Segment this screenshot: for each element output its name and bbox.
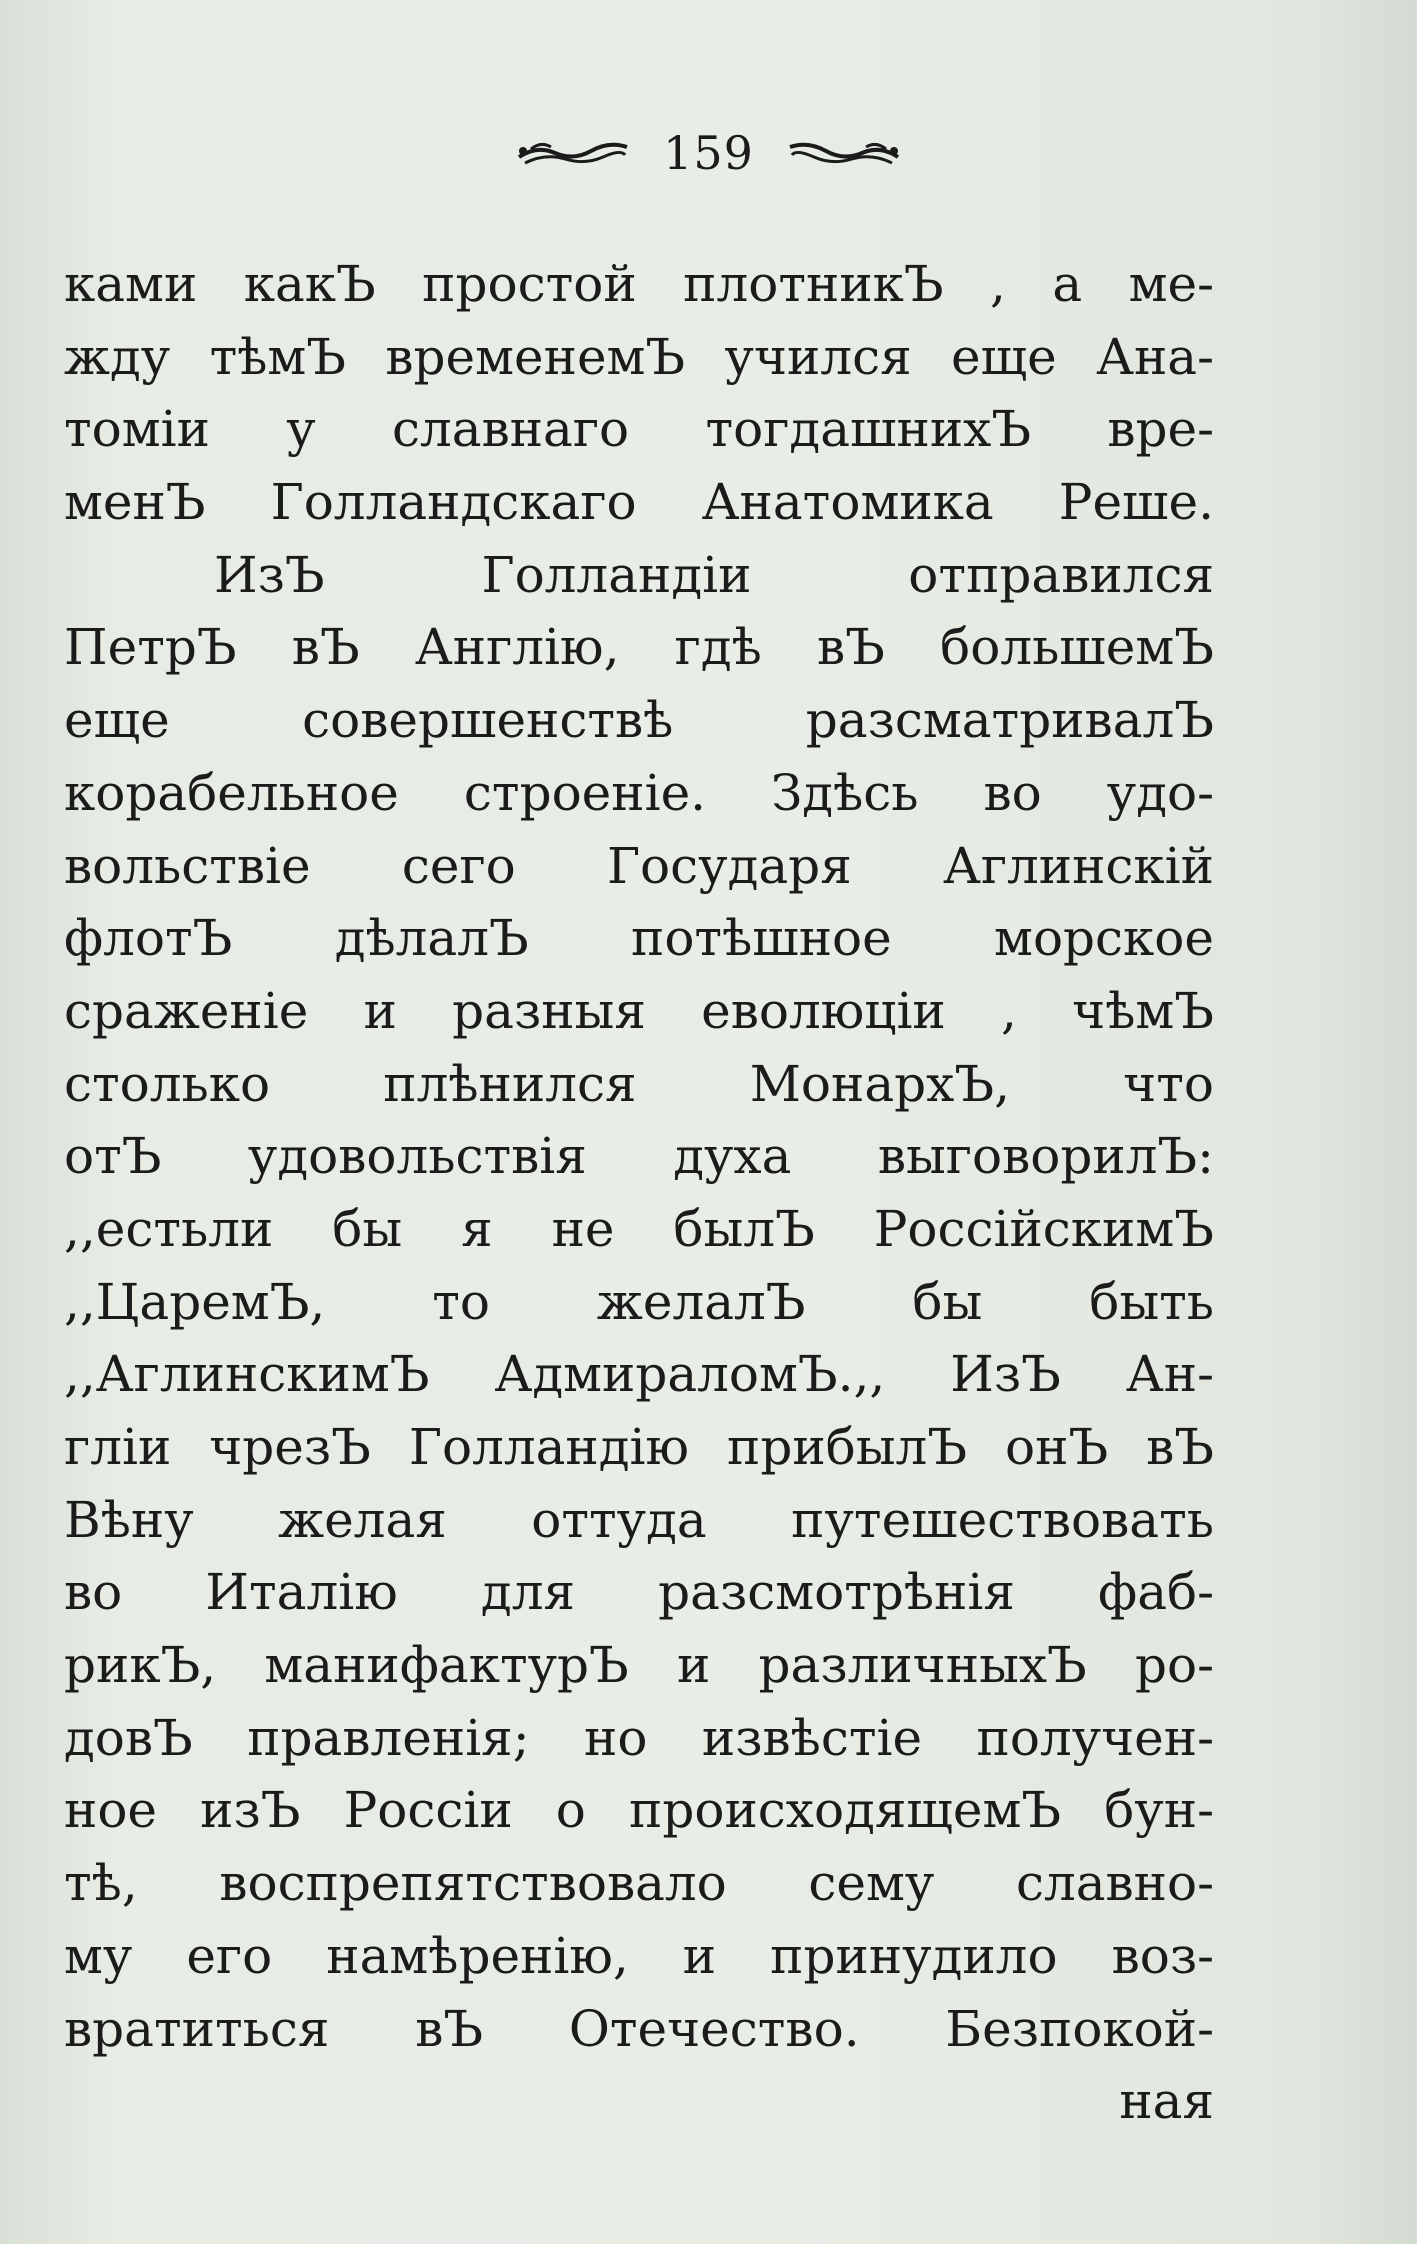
text-line: ПетрЪ вЪ Англію, гдѣ вЪ большемЪ xyxy=(64,618,1214,677)
catchword: ная xyxy=(1119,2072,1214,2131)
text-line: менЪ Голландскаго Анатомика Реше. xyxy=(64,473,1214,532)
text-line: ками какЪ простой плотникЪ , а ме- xyxy=(64,255,1214,313)
text-line: еще совершенствѣ разсматривалЪ xyxy=(64,691,1214,750)
text-line: му его намѣренію, и принудило воз- xyxy=(64,1926,1214,1985)
text-line: во Италію для разсмотрѣнія фаб- xyxy=(64,1563,1214,1622)
text-line: ное изЪ Россіи о происходящемЪ бун- xyxy=(64,1781,1214,1840)
text-line: столько плѣнился МонархЪ, что xyxy=(64,1054,1214,1113)
text-line: рикЪ, манифактурЪ и различныхЪ ро- xyxy=(64,1636,1214,1695)
text-line: довЪ правленія; но извѣстіе получен- xyxy=(64,1708,1214,1767)
body-text xyxy=(64,248,1214,2138)
page-number: 159 xyxy=(663,126,754,180)
paragraph-start-line: ИзЪ Голландіи отправился xyxy=(214,545,1214,604)
text-line: флотЪ дѣлалЪ потѣшное морское xyxy=(64,909,1214,968)
text-line: томіи у славнаго тогдашнихЪ вре- xyxy=(64,400,1214,459)
text-line: вольствіе сего Государя Аглинскій xyxy=(64,836,1214,895)
text-line: Вѣну желая оттуда путешествовать xyxy=(64,1490,1214,1549)
text-line: жду тѣмЪ временемЪ учился еще Ана- xyxy=(64,327,1214,386)
text-line: тѣ, воспрепятствовало сему славно- xyxy=(64,1854,1214,1913)
text-line: ,,ЦаремЪ, то желалЪ бы быть xyxy=(64,1272,1214,1331)
text-line: вратиться вЪ Отечество. Безпокой- xyxy=(64,1999,1214,2058)
text-line: ,,естьли бы я не былЪ РоссійскимЪ xyxy=(64,1199,1214,1258)
text-line: корабельное строеніе. Здѣсь во удо- xyxy=(64,763,1214,822)
text-line: отЪ удовольствія духа выговорилЪ: xyxy=(64,1127,1214,1186)
text-line: ,,АглинскимЪ АдмираломЪ.,, ИзЪ Ан- xyxy=(64,1345,1214,1404)
text-line: гліи чрезЪ Голландію прибылЪ онЪ вЪ xyxy=(64,1418,1214,1476)
left-ornament-icon xyxy=(517,139,629,167)
page-header xyxy=(0,118,1417,188)
text-line: сраженіе и разныя еволюціи , чѣмЪ xyxy=(64,981,1214,1040)
right-ornament-icon xyxy=(788,139,900,167)
